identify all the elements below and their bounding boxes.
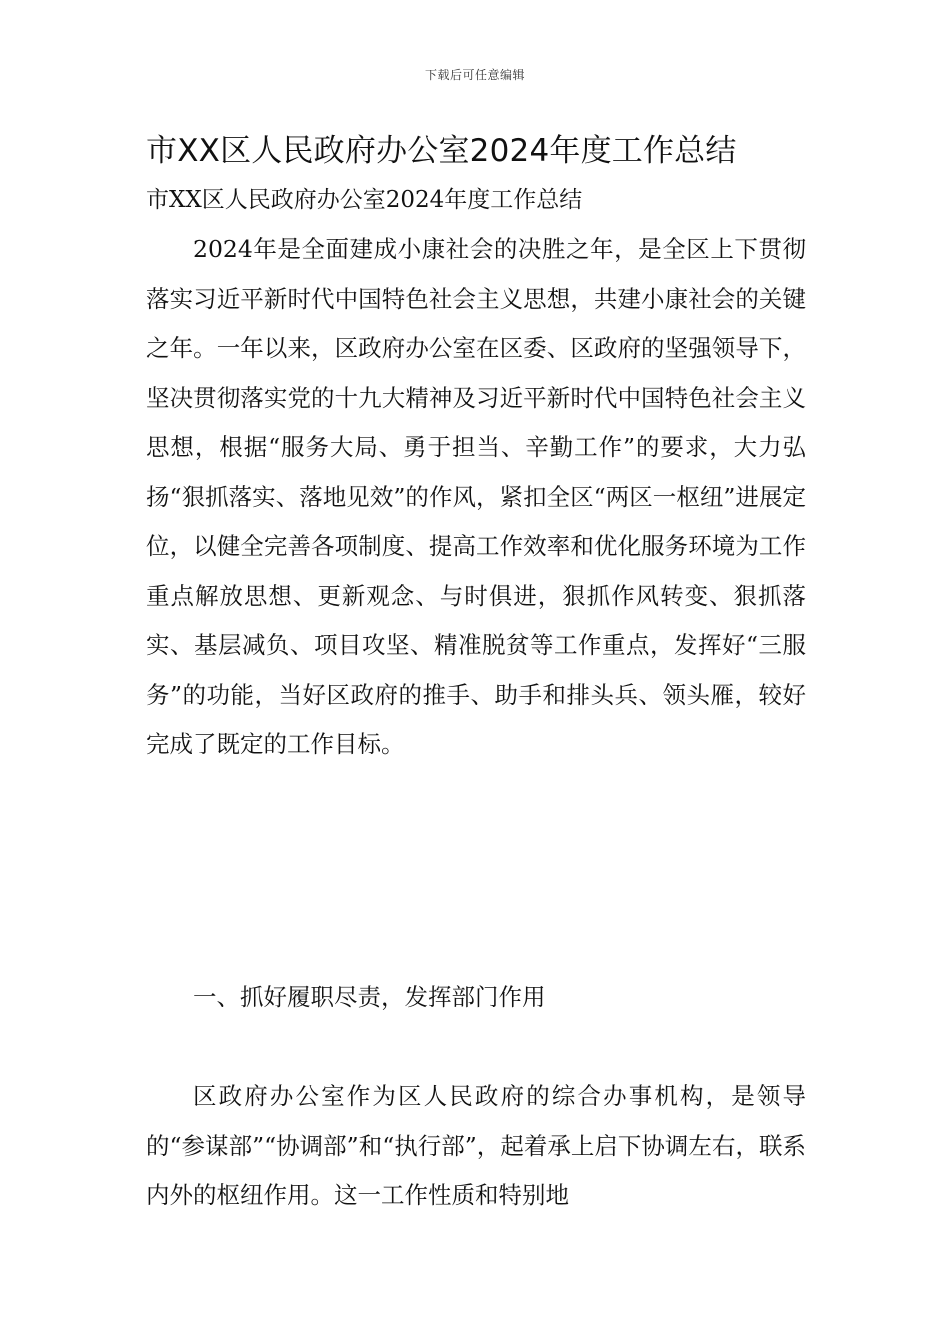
document-title: 市XX区人民政府办公室2024年度工作总结 — [146, 133, 737, 169]
body-paragraph-intro: 2024年是全面建成小康社会的决胜之年，是全区上下贯彻落实习近平新时代中国特色社会主义思想，共建小康社会的关键之年。一年以来，区政府办公室在区委、区政府的坚强领导下，坚决贯彻落实党的十九大精神及习近平新时代中国特色社会主义思想，根据“服务大局、勇于担当、辛勤工作”的要求，大力弘扬“狠抓落实、落地见效”的作风，紧扣全区“两区一枢纽”进展定位，以健全完善各项制度、提高工作效率和优化服务环境为工作重点解放思想、更新观念、与时俱进，狠抓作风转变、狠抓落实、基层减负、项目攻坚、精准脱贫等工作重点，发挥好“三服务”的功能，当好区政府的推手、助手和排头兵、领头雁，较好完成了既定的工作目标。 — [146, 235, 806, 758]
document-subtitle: 市XX区人民政府办公室2024年度工作总结 — [146, 187, 583, 213]
section-heading-1: 一、抓好履职尽责，发挥部门作用 — [193, 983, 546, 1011]
header-note: 下载后可任意编辑 — [424, 68, 525, 82]
body-paragraph-section-1: 区政府办公室作为区人民政府的综合办事机构，是领导的“参谋部”“协调部”和“执行部”，起着承上启下协调左右，联系内外的枢纽作用。这一工作性质和特别地 — [146, 1082, 806, 1209]
